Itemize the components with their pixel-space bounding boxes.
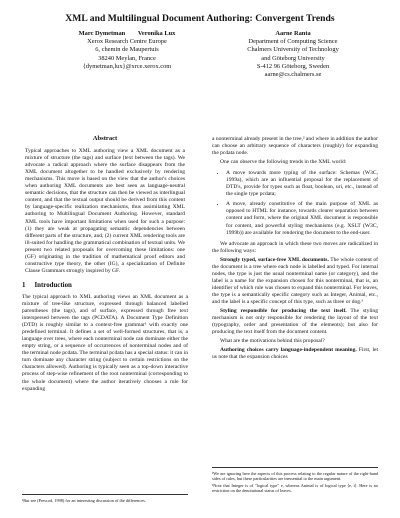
section-title: Introduction [34, 281, 72, 289]
paper-title: XML and Multilingual Document Authoring: Convergent Trends [65, 13, 335, 24]
footnote: ³Note that Integer is of "logical type" e, whereas Animal is of logical type ⟨e, t⟩. Here is no restriction on the denotational status of leaves. [212, 482, 378, 494]
affiliation-line: Chalmers University of Technology [247, 46, 339, 54]
author-left [52, 30, 202, 71]
abstract-heading: Abstract [92, 135, 118, 142]
footnotes-left [22, 494, 188, 505]
footnotes-right [212, 467, 378, 495]
footnote: ²We are ignoring here the aspects of this process relating to the regular nature of the right-hand sides of rules, but these particularities are inessential to the main argument. [212, 471, 378, 482]
paragraph: a nonterminal already present in the tree,² and where in addition the author can choose an arbitrary sequence of characters (roughly) for expanding the pcdata node. [212, 136, 378, 157]
affiliation-line: and Göteborg University [261, 54, 325, 62]
paragraph-text: The styling mechanism is not only responsible for rendering the layout of the text (typography, order and presentation of the elements); but also for producing the text itself from the document content. [212, 308, 378, 336]
affiliation-line: 6, chemin de Maupertuis [95, 46, 159, 54]
paragraph [212, 308, 378, 336]
author-names-right: Aarne Ranta [275, 30, 311, 37]
author-names-left: Marc Dymetman Veronika Lux [78, 30, 176, 37]
author-email: {dymetman,lux}@xrce.xerox.com [82, 62, 172, 70]
author-block [0, 30, 400, 96]
paragraph-text: The whole content of the document is a tree where each node is labelled and typed. For internal nodes, the type is just the usual nonterminal name (or category), and the label is a name for the expansion chosen for this nonterminal, that is, an identifier of which rule was chosen to expand this nonterminal. For leaves, the type is a semantically specific category such as Integer, Animal, etc., and the label is a specific concept of this type, such as three or dog.³ [212, 256, 378, 305]
right-column [212, 136, 378, 363]
list-item: • A move, already constitutive of the main purpose of XML as opposed to HTML for instance, towards clearer separation between content and form, where the original XML document is responsible for content, and powerful styling mechanisms (e.g. XSLT (W3C, 1999b)) are available for rendering the document to the end-user. [226, 201, 378, 236]
section-number: 1 [22, 281, 26, 289]
affiliation-line: S-412 96 Göteborg, Sweden [256, 62, 330, 70]
affiliation-line: Department of Computing Science [248, 38, 338, 46]
paragraph: What are the motivations behind this proposal? [220, 338, 325, 345]
paragraph-text: First, let us note that the expansion choices [212, 347, 378, 361]
trend-list [212, 170, 378, 236]
author-email: aarne@cs.chalmers.se [264, 71, 322, 79]
list-item: • A move towards more typing of the surface: Schemas (W3C, 1999a), which are an influential proposal for the replacement of DTD's, provide for types such as float, boolean, uri, etc., instead of the single type pcdata; [226, 170, 378, 198]
author-right [223, 30, 363, 79]
footnote: ¹But see (Prescod, 1998) for an interesting discussion of the differences. [22, 498, 146, 503]
affiliation-line: Xerox Research Centre Europe [87, 38, 167, 46]
paragraph: One can observe the following trends in the XML world: [220, 159, 347, 166]
abstract [22, 148, 188, 275]
paragraph [212, 257, 378, 306]
abstract-text: Typical approaches to XML authoring view a XML document as a mixture of structure (the tags) and surface (text between the tags). We advocate a radical approach where the surface disappears from the XML document altogether to be handled exclusively by rendering mechanisms. This move is based on the view that the author's choices when authoring XML documents are best seen as language-neutral semantic decisions, that the structure can then be viewed as interlingual content, and that the textual output should be derived from this content by language-specific realization mechanisms, thus assimilating XML authoring to Multilingual Document Authoring. However, standard XML tools have important limitations when used for such a purpose: (1) they are weak at propagating semantic dependencies between different parts of the structure, and, (2) current XML rendering tools are ill-suited for handling the grammatical combination of textual units. We present two related proposals for overcoming these limitations: one (GF) originating in the tradition of mathematical proof editors and constructive type theory, the other (IG), a specialization of Definite Clause Grammars strongly inspired by GF. [25, 148, 185, 274]
run-in-heading: Styling responsible for producing the text itself. [220, 308, 347, 315]
paragraph: We advocate an approach in which these two moves are radicalized in the following ways: [212, 240, 378, 254]
affiliation-line: 38240 Meylan, France [98, 54, 156, 62]
run-in-heading: Strongly typed, surface-free XML documents. [220, 256, 329, 263]
run-in-heading: Authoring choices carry language-independent meaning. [220, 347, 357, 354]
left-column [22, 135, 188, 395]
section-heading [22, 282, 188, 289]
paragraph [212, 347, 378, 361]
paragraph: The typical approach to XML authoring views an XML document as a mixture of tree-like structure, expressed through balanced labelled parentheses (the tags), and of surface, expressed through free text interspersed between the tags (PCDATA). A Document Type Definition (DTD) is roughly similar to a context-free grammar¹ with exactly one predefined terminal. It defines a set of well-formed structures, that is, a language over trees, where each nonterminal node can dominate either the empty string, or a sequence of occurrences of nonterminal nodes and of the terminal node pcdata. The terminal pcdata has a special status: it can in turn dominate any character string (subject to certain restrictions on the characters allowed). Authoring is typically seen as a top-down interactive process of step-wise refinement of the root nonterminal (corresponding to the whole document) where the author iteratively chooses a rule for expanding [22, 293, 188, 392]
